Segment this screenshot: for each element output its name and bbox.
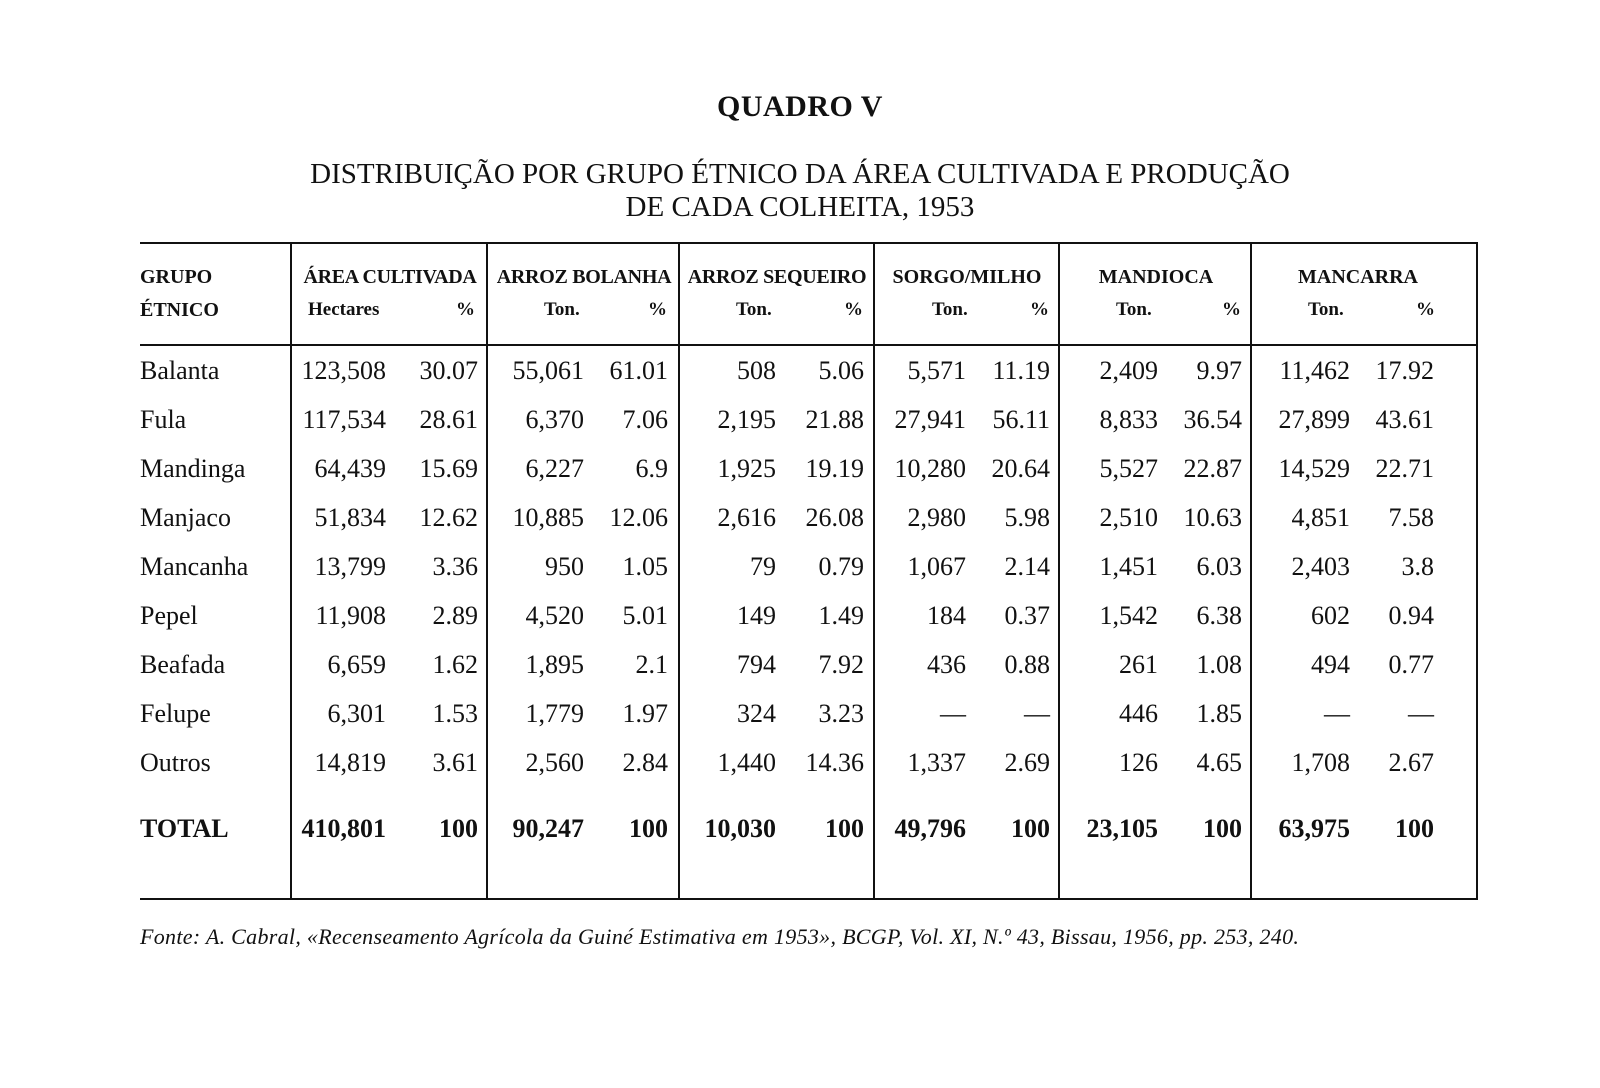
percent-cell: 20.64 <box>991 454 1050 483</box>
value-cell: 63,975 <box>1278 814 1350 843</box>
percent-cell: 28.61 <box>419 405 478 434</box>
value-cell: 5,571 <box>907 356 966 385</box>
value-cell: — <box>940 699 966 728</box>
percent-cell: 100 <box>1395 814 1434 843</box>
value-cell: 6,301 <box>327 699 386 728</box>
percent-cell: 1.85 <box>1196 699 1242 728</box>
row-group-name: Outros <box>140 748 211 777</box>
value-cell: 2,195 <box>717 405 776 434</box>
column-unit-mandioca: Ton. <box>1116 299 1152 320</box>
percent-cell: 100 <box>1203 814 1242 843</box>
value-cell: 27,941 <box>894 405 966 434</box>
percent-cell: 5.01 <box>622 601 668 630</box>
row-group-name: Mancanha <box>140 552 249 581</box>
total-row <box>140 814 1476 862</box>
table-row <box>140 503 1476 551</box>
column-header-mancarra: MANCARRA <box>1298 266 1418 288</box>
value-cell: 2,403 <box>1291 552 1350 581</box>
value-cell: 950 <box>545 552 584 581</box>
percent-cell: 12.06 <box>609 503 668 532</box>
column-unit-sorgo-milho: Ton. <box>932 299 968 320</box>
value-cell: 6,370 <box>525 405 584 434</box>
value-cell: 2,409 <box>1099 356 1158 385</box>
percent-cell: 7.92 <box>818 650 864 679</box>
percent-cell: 6.38 <box>1196 601 1242 630</box>
column-unit-area: Hectares <box>308 299 380 320</box>
table-row <box>140 356 1476 404</box>
column-unit-mancarra: Ton. <box>1308 299 1344 320</box>
table-row <box>140 748 1476 796</box>
column-header-area: ÁREA CULTIVADA <box>303 266 477 288</box>
value-cell: 11,462 <box>1279 356 1350 385</box>
value-cell: 126 <box>1119 748 1158 777</box>
percent-cell: — <box>1024 699 1050 728</box>
column-pct-arroz-sequeiro: % <box>844 299 863 320</box>
value-cell: — <box>1324 699 1350 728</box>
percent-cell: 1.08 <box>1196 650 1242 679</box>
percent-cell: 56.11 <box>992 405 1050 434</box>
value-cell: 123,508 <box>301 356 386 385</box>
row-group-name: Felupe <box>140 699 211 728</box>
value-cell: 90,247 <box>512 814 584 843</box>
percent-cell: 0.79 <box>818 552 864 581</box>
value-cell: 64,439 <box>314 454 386 483</box>
value-cell: 13,799 <box>314 552 386 581</box>
row-group-name: Mandinga <box>140 454 246 483</box>
header-divider <box>140 344 1476 346</box>
column-header-arroz-bolanha: ARROZ BOLANHA <box>496 266 672 288</box>
value-cell: 23,105 <box>1086 814 1158 843</box>
percent-cell: 3.36 <box>432 552 478 581</box>
percent-cell: 4.65 <box>1196 748 1242 777</box>
subtitle-line-2: DE CADA COLHEITA, 1953 <box>625 191 975 223</box>
value-cell: 1,067 <box>907 552 966 581</box>
value-cell: 11,908 <box>315 601 386 630</box>
percent-cell: — <box>1408 699 1434 728</box>
row-group-name: Manjaco <box>140 503 231 532</box>
value-cell: 5,527 <box>1099 454 1158 483</box>
value-cell: 4,520 <box>525 601 584 630</box>
table-row <box>140 454 1476 502</box>
row-group-name: Balanta <box>140 356 220 385</box>
percent-cell: 6.03 <box>1196 552 1242 581</box>
value-cell: 436 <box>927 650 966 679</box>
percent-cell: 1.62 <box>432 650 478 679</box>
value-cell: 6,227 <box>525 454 584 483</box>
percent-cell: 30.07 <box>419 356 478 385</box>
percent-cell: 0.94 <box>1388 601 1434 630</box>
percent-cell: 15.69 <box>419 454 478 483</box>
value-cell: 1,440 <box>717 748 776 777</box>
value-cell: 602 <box>1311 601 1350 630</box>
source-note: Fonte: A. Cabral, «Recenseamento Agrícola da Guiné Estimativa em 1953», BCGP, Vol. XI, N.º 43, Bissau, 1956, pp. 253, 240. <box>140 924 1300 949</box>
value-cell: 1,895 <box>525 650 584 679</box>
value-cell: 1,779 <box>525 699 584 728</box>
percent-cell: 5.06 <box>818 356 864 385</box>
value-cell: 2,980 <box>907 503 966 532</box>
table-row <box>140 405 1476 453</box>
column-unit-arroz-bolanha: Ton. <box>544 299 580 320</box>
value-cell: 1,451 <box>1099 552 1158 581</box>
group-header-line-1: GRUPO <box>140 266 213 288</box>
value-cell: 324 <box>737 699 776 728</box>
percent-cell: 2.89 <box>432 601 478 630</box>
value-cell: 1,337 <box>907 748 966 777</box>
percent-cell: 9.97 <box>1196 356 1242 385</box>
percent-cell: 3.23 <box>818 699 864 728</box>
group-header-line-2: ÉTNICO <box>140 299 219 321</box>
column-header-arroz-sequeiro: ARROZ SEQUEIRO <box>687 266 867 288</box>
value-cell: 79 <box>750 552 776 581</box>
percent-cell: 100 <box>439 814 478 843</box>
column-header-sorgo-milho: SORGO/MILHO <box>892 266 1042 288</box>
percent-cell: 1.49 <box>818 601 864 630</box>
percent-cell: 2.67 <box>1388 748 1434 777</box>
table-row <box>140 699 1476 747</box>
column-pct-mandioca: % <box>1222 299 1241 320</box>
percent-cell: 0.77 <box>1388 650 1434 679</box>
data-table <box>140 242 1478 900</box>
table-row <box>140 601 1476 649</box>
percent-cell: 0.37 <box>1004 601 1050 630</box>
table-row <box>140 650 1476 698</box>
table-row <box>140 552 1476 600</box>
value-cell: 494 <box>1311 650 1350 679</box>
percent-cell: 26.08 <box>805 503 864 532</box>
value-cell: 261 <box>1119 650 1158 679</box>
value-cell: 1,708 <box>1291 748 1350 777</box>
column-pct-arroz-bolanha: % <box>648 299 667 320</box>
value-cell: 6,659 <box>327 650 386 679</box>
table-subtitle <box>240 158 1360 224</box>
percent-cell: 0.88 <box>1004 650 1050 679</box>
value-cell: 1,542 <box>1099 601 1158 630</box>
value-cell: 4,851 <box>1291 503 1350 532</box>
percent-cell: 11.19 <box>992 356 1050 385</box>
percent-cell: 3.8 <box>1401 552 1434 581</box>
value-cell: 51,834 <box>314 503 386 532</box>
value-cell: 55,061 <box>512 356 584 385</box>
column-pct-sorgo-milho: % <box>1030 299 1049 320</box>
value-cell: 8,833 <box>1099 405 1158 434</box>
percent-cell: 22.71 <box>1375 454 1434 483</box>
percent-cell: 10.63 <box>1183 503 1242 532</box>
total-label: TOTAL <box>140 814 229 843</box>
column-pct-mancarra: % <box>1416 299 1435 320</box>
percent-cell: 17.92 <box>1375 356 1434 385</box>
value-cell: 14,819 <box>314 748 386 777</box>
value-cell: 117,534 <box>302 405 386 434</box>
percent-cell: 3.61 <box>432 748 478 777</box>
percent-cell: 2.14 <box>1004 552 1050 581</box>
value-cell: 49,796 <box>894 814 966 843</box>
value-cell: 27,899 <box>1278 405 1350 434</box>
value-cell: 10,885 <box>512 503 584 532</box>
column-header-mandioca: MANDIOCA <box>1098 266 1214 288</box>
percent-cell: 61.01 <box>609 356 668 385</box>
column-unit-arroz-sequeiro: Ton. <box>736 299 772 320</box>
subtitle-line-1: DISTRIBUIÇÃO POR GRUPO ÉTNICO DA ÁREA CULTIVADA E PRODUÇÃO <box>310 158 1290 190</box>
percent-cell: 1.97 <box>622 699 668 728</box>
value-cell: 2,510 <box>1099 503 1158 532</box>
percent-cell: 2.84 <box>622 748 668 777</box>
percent-cell: 36.54 <box>1183 405 1242 434</box>
row-group-name: Beafada <box>140 650 226 679</box>
percent-cell: 7.06 <box>622 405 668 434</box>
percent-cell: 21.88 <box>805 405 864 434</box>
percent-cell: 2.69 <box>1004 748 1050 777</box>
percent-cell: 1.53 <box>432 699 478 728</box>
value-cell: 508 <box>737 356 776 385</box>
value-cell: 446 <box>1119 699 1158 728</box>
value-cell: 10,030 <box>704 814 776 843</box>
percent-cell: 100 <box>825 814 864 843</box>
value-cell: 794 <box>737 650 776 679</box>
percent-cell: 2.1 <box>635 650 668 679</box>
page-title: QUADRO V <box>717 90 883 123</box>
value-cell: 184 <box>927 601 966 630</box>
percent-cell: 6.9 <box>635 454 668 483</box>
percent-cell: 43.61 <box>1375 405 1434 434</box>
column-pct-area: % <box>456 299 475 320</box>
value-cell: 14,529 <box>1278 454 1350 483</box>
value-cell: 410,801 <box>301 814 386 843</box>
percent-cell: 5.98 <box>1004 503 1050 532</box>
percent-cell: 100 <box>629 814 668 843</box>
percent-cell: 1.05 <box>622 552 668 581</box>
value-cell: 10,280 <box>894 454 966 483</box>
value-cell: 2,616 <box>717 503 776 532</box>
percent-cell: 7.58 <box>1388 503 1434 532</box>
percent-cell: 19.19 <box>805 454 864 483</box>
percent-cell: 12.62 <box>419 503 478 532</box>
value-cell: 1,925 <box>717 454 776 483</box>
percent-cell: 14.36 <box>805 748 864 777</box>
row-group-name: Pepel <box>140 601 198 630</box>
percent-cell: 100 <box>1011 814 1050 843</box>
percent-cell: 22.87 <box>1183 454 1242 483</box>
value-cell: 2,560 <box>525 748 584 777</box>
row-group-name: Fula <box>140 405 187 434</box>
value-cell: 149 <box>737 601 776 630</box>
